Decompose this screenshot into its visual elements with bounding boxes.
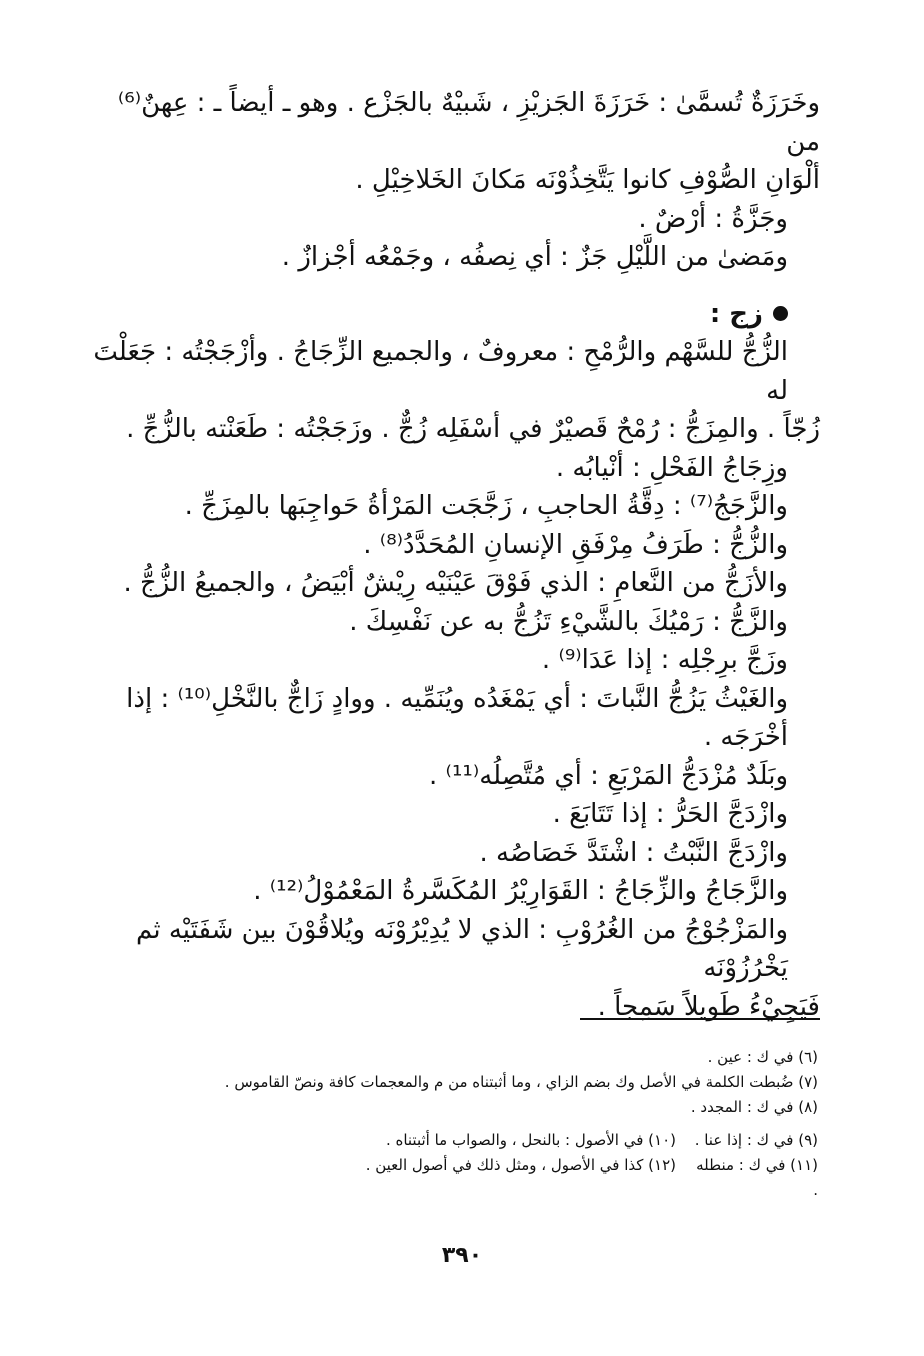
footnote: (٦) في ك : عين . (707, 1048, 818, 1066)
footnote: (٧) ضُبطت الكلمة في الأصل وك بضم الزاي ، وما أثبتناه من م والمعجمات كافة ونصّ القاموس . (224, 1073, 818, 1091)
text-line: وازْدَجَّ الحَرُّ : إذا تَتَابَعَ . (552, 799, 788, 829)
bullet-icon (773, 306, 788, 321)
footnote-row (100, 1128, 818, 1153)
text-line: وازْدَجَّ النَّبْتُ : اشْتَدَّ خَصَاصُه . (479, 837, 788, 868)
text-line: ألْوَانِ الصُّوْفِ كانوا يَتَّخِذُوْنَه مَكانَ الخَلاخِيْلِ . (355, 165, 820, 195)
text-line: وزِجَاجُ الفَحْلِ : أنْيابُه . (555, 452, 788, 483)
text-line: والغَيْثُ يَزُجُّ النَّباتَ : أي يَمْغَدُه ويُنَمِّيه . ووادٍ زَاجٌّ بالنَّخْلِ⁽¹⁰⁾ : إذا أخْرَجَه . (126, 683, 788, 752)
footnotes (100, 1045, 818, 1203)
text-line: والزَّجَاجُ والزِّجَاجُ : القَوَارِيْرُ المُكَسَّرةُ المَعْمُوْلُ⁽¹²⁾ . (253, 876, 788, 906)
text-line: وخَرَزَةٌ تُسمَّىٰ : خَرَزَةَ الجَزيْزِ ، شَبيْهٌ بالجَزْع . وهو ـ أيضاً ـ : عِهنٌ⁽⁶⁾ من (117, 88, 820, 157)
main-text (92, 84, 820, 1026)
text-line: فَيَجِيْءُ طَويلاً سَمِجاً . (597, 991, 820, 1022)
page-number: ٣٩٠ (441, 1243, 483, 1268)
text-line: وزَجَّ برِجْلِه : إذا عَدَا⁽⁹⁾ . (541, 645, 788, 675)
footnote-row (100, 1153, 818, 1203)
text-line: والزُّجُّ : طَرَفُ مِرْفَقِ الإنسانِ المُحَدَّدُ⁽⁸⁾ . (363, 529, 788, 560)
text-line: والمَزْجُوْجُ من الغُرُوْبِ : الذي لا يُدِيْرُوْنَه ويُلاقُوْنَ بين شَفَتَيْه ثم يَخْرُزُوْنَه (136, 914, 788, 983)
entry-heading-text: زج : (709, 298, 763, 329)
footnote: (٩) في ك : إذا عنا . (694, 1131, 818, 1149)
text-line: والزَّجَجُ⁽⁷⁾ : دِقَّةُ الحاجبِ ، زَجَّجَت المَرْأةُ حَواجِبَها بالمِزَجِّ . (184, 491, 788, 521)
footnote: (١٢) كذا في الأصول ، ومثل ذلك في أصول العين . (365, 1156, 676, 1174)
footnote-divider (580, 1018, 820, 1020)
footnote: (١٠) في الأصول : بالنحل ، والصواب ما أثبتناه . (385, 1131, 676, 1149)
entry-heading (92, 295, 820, 334)
text-line: والزَّجُّ : رَمْيُكَ بالشَّيْءِ تَزُجُّ به عن نَفْسِكَ . (349, 606, 788, 637)
text-line: الزُّجُّ للسَّهْم والرُّمْحِ : معروفٌ ، والجميع الزِّجَاجُ . وأزْجَجْتُه : جَعَلْتَ له (93, 337, 788, 406)
text-line: وجَزَّةُ : أرْضٌ . (638, 203, 788, 234)
text-line: زُجّاً . والمِزَجُّ : رُمْحٌ قَصيْرٌ في أسْفَلِه زُجٌّ . وزَجَجْتُه : طَعَنْته بالزُّجِّ . (126, 414, 820, 444)
text-line: وبَلَدٌ مُزْدَجُّ المَرْبَعِ : أي مُتَّصِلُه⁽¹¹⁾ . (429, 760, 788, 791)
text-line: والأزَجُّ من النَّعامِ : الذي فَوْقَ عَيْنَيْه رِيْشٌ أبْيَضُ ، والجميعُ الزُّجُّ . (123, 568, 788, 598)
text-line: ومَضىٰ من اللَّيْلِ جَزٌ : أي نِصفُه ، وجَمْعُه أجْزازٌ . (281, 242, 788, 272)
footnote: (١١) في ك : منطله . (696, 1156, 818, 1199)
footnote: (٨) في ك : المجدد . (690, 1098, 818, 1116)
